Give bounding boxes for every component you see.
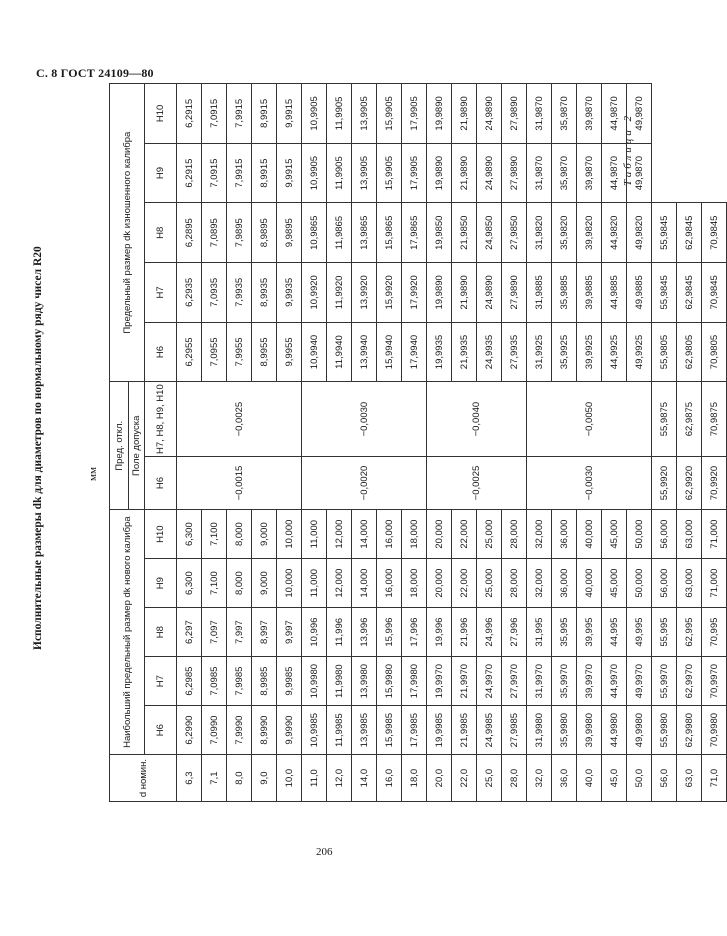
new-size-cell: 45,000 xyxy=(602,510,627,559)
worn-size-cell: 15,9905 xyxy=(377,84,402,144)
tol-other-cell: −0,0030 xyxy=(302,382,427,457)
worn-size-cell: 9,9915 xyxy=(277,143,302,203)
new-size-cell: 22,000 xyxy=(452,510,477,559)
new-size-cell: 16,000 xyxy=(377,559,402,608)
new-size-cell: 9,997 xyxy=(277,608,302,657)
new-size-cell: 71,000 xyxy=(702,559,727,608)
new-size-cell: 12,000 xyxy=(327,510,352,559)
worn-size-cell: 55,9875 xyxy=(652,382,677,457)
worn-size-cell: 9,9895 xyxy=(277,203,302,263)
worn-size-cell: 31,9820 xyxy=(527,203,552,263)
worn-size-cell: 7,9915 xyxy=(227,143,252,203)
new-h8-header: H8 xyxy=(145,608,177,657)
new-size-cell: 18,000 xyxy=(402,559,427,608)
units-label: мм xyxy=(87,467,99,481)
new-size-cell: 19,996 xyxy=(427,608,452,657)
new-h9-header: H9 xyxy=(145,559,177,608)
new-size-cell: 21,9985 xyxy=(452,706,477,755)
page-number: 206 xyxy=(316,846,333,858)
new-size-cell: 9,9990 xyxy=(277,706,302,755)
new-size-cell: 14,000 xyxy=(352,559,377,608)
table-number: Таблица 2 xyxy=(622,112,634,186)
worn-size-cell: 10,9905 xyxy=(302,143,327,203)
new-size-cell: 39,9970 xyxy=(577,657,602,706)
worn-size-cell: 70,9805 xyxy=(702,322,727,382)
d-nominal-cell: 11,0 xyxy=(302,755,327,802)
worn-size-cell: 55,9920 xyxy=(652,456,677,509)
worn-size-cell: 15,9940 xyxy=(377,322,402,382)
d-nominal-cell: 40,0 xyxy=(577,755,602,802)
d-nominal-cell: 56,0 xyxy=(652,755,677,802)
worn-size-cell: 11,9940 xyxy=(327,322,352,382)
worn-size-cell: 6,2915 xyxy=(177,143,202,203)
worn-size-cell: 31,9925 xyxy=(527,322,552,382)
new-size-cell: 35,9970 xyxy=(552,657,577,706)
new-size-cell: 49,9980 xyxy=(627,706,652,755)
d-nominal-cell: 32,0 xyxy=(527,755,552,802)
new-size-cell: 24,996 xyxy=(477,608,502,657)
new-size-cell: 36,000 xyxy=(552,510,577,559)
new-size-cell: 35,9980 xyxy=(552,706,577,755)
worn-size-cell: 21,9890 xyxy=(452,263,477,323)
new-size-cell: 56,000 xyxy=(652,559,677,608)
new-size-cell: 32,000 xyxy=(527,559,552,608)
d-nominal-header: d номин. xyxy=(110,755,177,802)
new-size-cell: 8,997 xyxy=(252,608,277,657)
worn-size-cell: 19,9935 xyxy=(427,322,452,382)
new-size-cell: 18,000 xyxy=(402,510,427,559)
new-size-cell: 8,9985 xyxy=(252,657,277,706)
worn-size-cell: 35,9870 xyxy=(552,143,577,203)
d-nominal-cell: 20,0 xyxy=(427,755,452,802)
worn-size-cell: 19,9890 xyxy=(427,143,452,203)
new-size-cell: 36,000 xyxy=(552,559,577,608)
d-nominal-cell: 6,3 xyxy=(177,755,202,802)
worn-gauge-header: Предельный размер dk изношенного калибра xyxy=(110,84,145,382)
worn-size-cell: 21,9890 xyxy=(452,84,477,144)
new-size-cell: 13,9985 xyxy=(352,706,377,755)
worn-size-cell: 8,9955 xyxy=(252,322,277,382)
worn-size-cell: 55,9805 xyxy=(652,322,677,382)
worn-size-cell: 6,2955 xyxy=(177,322,202,382)
worn-size-cell: 13,9940 xyxy=(352,322,377,382)
new-size-cell: 62,995 xyxy=(677,608,702,657)
new-size-cell: 22,000 xyxy=(452,559,477,608)
table-row xyxy=(652,84,677,802)
new-size-cell: 21,996 xyxy=(452,608,477,657)
new-size-cell: 8,000 xyxy=(227,559,252,608)
new-size-cell: 12,000 xyxy=(327,559,352,608)
d-nominal-cell: 36,0 xyxy=(552,755,577,802)
new-size-cell: 11,9985 xyxy=(327,706,352,755)
new-size-cell: 44,995 xyxy=(602,608,627,657)
worn-size-cell: 7,9895 xyxy=(227,203,252,263)
worn-size-cell: 27,9850 xyxy=(502,203,527,263)
new-size-cell: 31,9970 xyxy=(527,657,552,706)
worn-size-cell: 8,9895 xyxy=(252,203,277,263)
worn-size-cell: 21,9890 xyxy=(452,143,477,203)
worn-size-cell: 24,9890 xyxy=(477,263,502,323)
worn-size-cell: 17,9905 xyxy=(402,84,427,144)
tol-other-cell: −0,0025 xyxy=(177,382,302,457)
table-row xyxy=(702,84,727,802)
worn-size-cell: 35,9925 xyxy=(552,322,577,382)
deviation-header: Пред. откл. xyxy=(110,382,129,510)
worn-size-cell: 7,9935 xyxy=(227,263,252,323)
new-size-cell: 25,000 xyxy=(477,510,502,559)
new-size-cell: 11,000 xyxy=(302,559,327,608)
new-h10-header: H10 xyxy=(145,510,177,559)
worn-size-cell: 24,9890 xyxy=(477,84,502,144)
new-size-cell: 13,9980 xyxy=(352,657,377,706)
new-size-cell: 49,9970 xyxy=(627,657,652,706)
tol-other-cell: −0,0050 xyxy=(527,382,652,457)
worn-size-cell: 70,9920 xyxy=(702,456,727,509)
worn-size-cell: 27,9890 xyxy=(502,263,527,323)
worn-size-cell: 7,0895 xyxy=(202,203,227,263)
new-size-cell: 50,000 xyxy=(627,510,652,559)
new-size-cell: 70,9970 xyxy=(702,657,727,706)
new-gauge-header: Наибольший предельный размер dk нового калибра xyxy=(110,510,145,755)
worn-size-cell: 62,9920 xyxy=(677,456,702,509)
tol-h6-cell: −0,0030 xyxy=(527,456,652,509)
worn-size-cell: 24,9850 xyxy=(477,203,502,263)
worn-size-cell: 19,9890 xyxy=(427,263,452,323)
new-size-cell: 31,995 xyxy=(527,608,552,657)
d-nominal-cell: 9,0 xyxy=(252,755,277,802)
worn-size-cell: 49,9870 xyxy=(627,143,652,203)
worn-size-cell: 9,9955 xyxy=(277,322,302,382)
dimensions-table xyxy=(109,83,727,802)
new-size-cell: 56,000 xyxy=(652,510,677,559)
worn-size-cell: 19,9890 xyxy=(427,84,452,144)
table-row xyxy=(677,84,702,802)
worn-size-cell: 11,9865 xyxy=(327,203,352,263)
d-nominal-cell: 7,1 xyxy=(202,755,227,802)
new-size-cell: 50,000 xyxy=(627,559,652,608)
new-size-cell: 6,2985 xyxy=(177,657,202,706)
worn-size-cell: 39,9925 xyxy=(577,322,602,382)
new-size-cell: 8,000 xyxy=(227,510,252,559)
worn-size-cell: 15,9905 xyxy=(377,143,402,203)
new-size-cell: 20,000 xyxy=(427,559,452,608)
worn-size-cell: 27,9890 xyxy=(502,84,527,144)
new-size-cell: 49,995 xyxy=(627,608,652,657)
new-size-cell: 24,9970 xyxy=(477,657,502,706)
new-size-cell: 7,0985 xyxy=(202,657,227,706)
new-size-cell: 35,995 xyxy=(552,608,577,657)
tol-other-cell: −0,0040 xyxy=(427,382,527,457)
worn-size-cell: 70,9875 xyxy=(702,382,727,457)
new-size-cell: 21,9970 xyxy=(452,657,477,706)
new-size-cell: 7,997 xyxy=(227,608,252,657)
new-size-cell: 55,995 xyxy=(652,608,677,657)
new-size-cell: 6,2990 xyxy=(177,706,202,755)
new-size-cell: 19,9970 xyxy=(427,657,452,706)
worn-size-cell: 8,9915 xyxy=(252,143,277,203)
worn-size-cell: 27,9890 xyxy=(502,143,527,203)
new-size-cell: 44,9970 xyxy=(602,657,627,706)
table-row xyxy=(302,84,327,802)
worn-size-cell: 9,9915 xyxy=(277,84,302,144)
tol-h6-cell: −0,0020 xyxy=(302,456,427,509)
tol-h6-header: H6 xyxy=(145,456,177,509)
new-size-cell: 55,9980 xyxy=(652,706,677,755)
worn-size-cell: 13,9865 xyxy=(352,203,377,263)
worn-size-cell: 19,9850 xyxy=(427,203,452,263)
worn-size-cell: 49,9820 xyxy=(627,203,652,263)
worn-size-cell: 24,9890 xyxy=(477,143,502,203)
new-size-cell: 14,000 xyxy=(352,510,377,559)
new-size-cell: 11,9980 xyxy=(327,657,352,706)
new-size-cell: 10,996 xyxy=(302,608,327,657)
worn-size-cell: 15,9920 xyxy=(377,263,402,323)
worn-size-cell: 35,9870 xyxy=(552,84,577,144)
new-size-cell: 70,995 xyxy=(702,608,727,657)
worn-size-cell: 13,9905 xyxy=(352,143,377,203)
new-size-cell: 39,995 xyxy=(577,608,602,657)
worn-size-cell: 8,9915 xyxy=(252,84,277,144)
worn-size-cell: 55,9845 xyxy=(652,263,677,323)
worn-size-cell: 6,2915 xyxy=(177,84,202,144)
d-nominal-cell: 18,0 xyxy=(402,755,427,802)
worn-size-cell: 44,9885 xyxy=(602,263,627,323)
worn-size-cell: 10,9865 xyxy=(302,203,327,263)
new-size-cell: 6,297 xyxy=(177,608,202,657)
new-size-cell: 11,000 xyxy=(302,510,327,559)
new-size-cell: 55,9970 xyxy=(652,657,677,706)
new-size-cell: 8,9990 xyxy=(252,706,277,755)
tolerance-field-header: Поле допуска xyxy=(129,382,145,510)
page-header: С. 8 ГОСТ 24109—80 xyxy=(36,66,154,80)
new-size-cell: 19,9985 xyxy=(427,706,452,755)
new-size-cell: 11,996 xyxy=(327,608,352,657)
worn-size-cell: 7,0955 xyxy=(202,322,227,382)
worn-size-cell: 11,9905 xyxy=(327,143,352,203)
new-size-cell: 9,9985 xyxy=(277,657,302,706)
worn-size-cell: 39,9885 xyxy=(577,263,602,323)
new-size-cell: 10,9980 xyxy=(302,657,327,706)
new-size-cell: 39,9980 xyxy=(577,706,602,755)
new-size-cell: 63,000 xyxy=(677,510,702,559)
worn-size-cell: 70,9845 xyxy=(702,263,727,323)
new-size-cell: 17,9985 xyxy=(402,706,427,755)
worn-size-cell: 7,0915 xyxy=(202,143,227,203)
new-size-cell: 7,0990 xyxy=(202,706,227,755)
new-size-cell: 6,300 xyxy=(177,510,202,559)
new-size-cell: 62,9980 xyxy=(677,706,702,755)
new-size-cell: 70,9980 xyxy=(702,706,727,755)
new-size-cell: 15,9980 xyxy=(377,657,402,706)
worn-size-cell: 62,9805 xyxy=(677,322,702,382)
new-size-cell: 44,9980 xyxy=(602,706,627,755)
worn-size-cell: 11,9920 xyxy=(327,263,352,323)
new-size-cell: 7,100 xyxy=(202,559,227,608)
new-size-cell: 27,9985 xyxy=(502,706,527,755)
new-size-cell: 27,9970 xyxy=(502,657,527,706)
new-size-cell: 10,000 xyxy=(277,559,302,608)
worn-size-cell: 35,9885 xyxy=(552,263,577,323)
new-size-cell: 7,100 xyxy=(202,510,227,559)
worn-size-cell: 39,9870 xyxy=(577,84,602,144)
new-size-cell: 25,000 xyxy=(477,559,502,608)
d-nominal-cell: 71,0 xyxy=(702,755,727,802)
new-size-cell: 28,000 xyxy=(502,559,527,608)
worn-size-cell: 62,9845 xyxy=(677,263,702,323)
table-row xyxy=(177,84,202,802)
d-nominal-cell: 22,0 xyxy=(452,755,477,802)
new-size-cell: 20,000 xyxy=(427,510,452,559)
new-size-cell: 6,300 xyxy=(177,559,202,608)
new-size-cell: 31,9980 xyxy=(527,706,552,755)
d-nominal-cell: 45,0 xyxy=(602,755,627,802)
worn-size-cell: 39,9820 xyxy=(577,203,602,263)
d-nominal-cell: 25,0 xyxy=(477,755,502,802)
worn-size-cell: 39,9870 xyxy=(577,143,602,203)
worn-size-cell: 7,9915 xyxy=(227,84,252,144)
worn-size-cell: 6,2895 xyxy=(177,203,202,263)
new-size-cell: 9,000 xyxy=(252,510,277,559)
worn-size-cell: 17,9905 xyxy=(402,143,427,203)
d-nominal-cell: 63,0 xyxy=(677,755,702,802)
worn-size-cell: 44,9925 xyxy=(602,322,627,382)
new-size-cell: 71,000 xyxy=(702,510,727,559)
worn-size-cell: 70,9845 xyxy=(702,203,727,263)
worn-size-cell: 49,9925 xyxy=(627,322,652,382)
worn-size-cell: 10,9920 xyxy=(302,263,327,323)
new-size-cell: 40,000 xyxy=(577,559,602,608)
new-size-cell: 27,996 xyxy=(502,608,527,657)
new-size-cell: 63,000 xyxy=(677,559,702,608)
new-size-cell: 15,996 xyxy=(377,608,402,657)
worn-size-cell: 13,9905 xyxy=(352,84,377,144)
new-size-cell: 17,996 xyxy=(402,608,427,657)
table-head xyxy=(110,84,177,802)
worn-size-cell: 35,9820 xyxy=(552,203,577,263)
new-size-cell: 16,000 xyxy=(377,510,402,559)
worn-size-cell: 11,9905 xyxy=(327,84,352,144)
worn-size-cell: 31,9870 xyxy=(527,84,552,144)
worn-size-cell: 7,9955 xyxy=(227,322,252,382)
worn-h10-header: H10 xyxy=(145,84,177,144)
worn-size-cell: 7,0915 xyxy=(202,84,227,144)
worn-size-cell: 17,9865 xyxy=(402,203,427,263)
new-h7-header: H7 xyxy=(145,657,177,706)
new-size-cell: 7,9990 xyxy=(227,706,252,755)
worn-size-cell: 17,9940 xyxy=(402,322,427,382)
worn-size-cell: 24,9935 xyxy=(477,322,502,382)
worn-size-cell: 44,9870 xyxy=(602,143,627,203)
new-size-cell: 13,996 xyxy=(352,608,377,657)
d-nominal-cell: 28,0 xyxy=(502,755,527,802)
worn-size-cell: 6,2935 xyxy=(177,263,202,323)
new-size-cell: 28,000 xyxy=(502,510,527,559)
worn-size-cell: 13,9920 xyxy=(352,263,377,323)
new-size-cell: 24,9985 xyxy=(477,706,502,755)
tol-other-header: H7, H8, H9, H10 xyxy=(145,382,177,457)
worn-size-cell: 9,9935 xyxy=(277,263,302,323)
tol-h6-cell: −0,0015 xyxy=(177,456,302,509)
table-row xyxy=(427,84,452,802)
worn-size-cell: 31,9870 xyxy=(527,143,552,203)
new-size-cell: 62,9970 xyxy=(677,657,702,706)
d-nominal-cell: 50,0 xyxy=(627,755,652,802)
d-nominal-cell: 8,0 xyxy=(227,755,252,802)
worn-size-cell: 8,9935 xyxy=(252,263,277,323)
worn-size-cell: 49,9885 xyxy=(627,263,652,323)
d-nominal-cell: 12,0 xyxy=(327,755,352,802)
worn-size-cell: 62,9875 xyxy=(677,382,702,457)
new-size-cell: 17,9980 xyxy=(402,657,427,706)
d-nominal-cell: 16,0 xyxy=(377,755,402,802)
new-size-cell: 40,000 xyxy=(577,510,602,559)
worn-size-cell: 49,9870 xyxy=(627,84,652,144)
worn-size-cell: 21,9850 xyxy=(452,203,477,263)
worn-h8-header: H8 xyxy=(145,203,177,263)
tol-h6-cell: −0,0025 xyxy=(427,456,527,509)
worn-h6-header: H6 xyxy=(145,322,177,382)
worn-size-cell: 31,9885 xyxy=(527,263,552,323)
worn-size-cell: 17,9920 xyxy=(402,263,427,323)
worn-size-cell: 21,9935 xyxy=(452,322,477,382)
worn-size-cell: 55,9845 xyxy=(652,203,677,263)
worn-size-cell: 10,9940 xyxy=(302,322,327,382)
worn-h9-header: H9 xyxy=(145,143,177,203)
worn-size-cell: 62,9845 xyxy=(677,203,702,263)
new-size-cell: 32,000 xyxy=(527,510,552,559)
worn-size-cell: 44,9870 xyxy=(602,84,627,144)
worn-size-cell: 7,0935 xyxy=(202,263,227,323)
d-nominal-cell: 14,0 xyxy=(352,755,377,802)
new-size-cell: 45,000 xyxy=(602,559,627,608)
worn-size-cell: 15,9865 xyxy=(377,203,402,263)
new-size-cell: 15,9985 xyxy=(377,706,402,755)
worn-size-cell: 10,9905 xyxy=(302,84,327,144)
table-row xyxy=(527,84,552,802)
new-size-cell: 10,9985 xyxy=(302,706,327,755)
d-nominal-cell: 10,0 xyxy=(277,755,302,802)
new-size-cell: 10,000 xyxy=(277,510,302,559)
new-size-cell: 7,097 xyxy=(202,608,227,657)
table-title: Исполнительные размеры dk для диаметров по нормальному ряду чисел R20 xyxy=(32,246,44,650)
new-size-cell: 9,000 xyxy=(252,559,277,608)
new-size-cell: 7,9985 xyxy=(227,657,252,706)
table-body xyxy=(177,84,727,802)
new-h6-header: H6 xyxy=(145,706,177,755)
worn-size-cell: 27,9935 xyxy=(502,322,527,382)
worn-size-cell: 44,9820 xyxy=(602,203,627,263)
worn-h7-header: H7 xyxy=(145,263,177,323)
